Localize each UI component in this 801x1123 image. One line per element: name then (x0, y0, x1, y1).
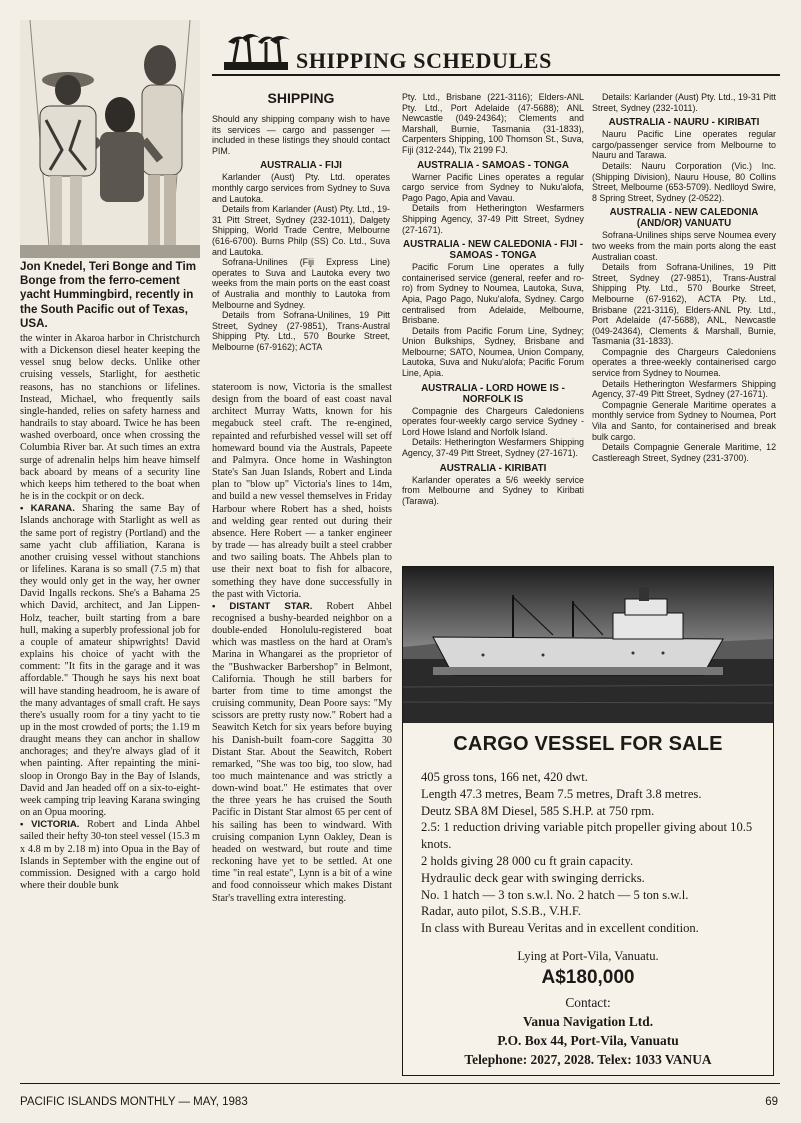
route-text: Details from Pacific Forum Line, Sydney; Union Bulkships, Sydney, Brisbane and Melbourne; SATO, Noumea, Union Company, Lautoka, Suva and Nuku'alofa; Pacific Forum Line, Apia. (402, 325, 584, 379)
crew-photo (20, 20, 200, 258)
spec-line: 2.5: 1 reduction driving variable pitch propeller giving about 10.5 knots. (421, 820, 753, 852)
route-heading-samoa: AUSTRALIA - SAMOAS - TONGA (417, 159, 569, 171)
palm-trees-icon (220, 32, 292, 72)
route-heading-new-caledonia: AUSTRALIA - NEW CALEDONIA - FIJI - SAMOAS - TONGA (403, 239, 583, 262)
route-text: Compagnie Generale Maritime operates a monthly service from Sydney to Noumea, Port Vila and Santo, for containerised and break bulk cargo. (592, 399, 776, 442)
spec-line: Deutz SBA 8M Diesel, 585 S.H.P. at 750 rpm. (421, 803, 655, 818)
spec-line: Length 47.3 metres, Beam 7.5 metres, Draft 3.8 metres. (421, 786, 702, 801)
spec-line: 405 gross tons, 166 net, 420 dwt. (421, 770, 588, 784)
route-text: Karlander (Aust) Pty. Ltd. operates monthly cargo services from Sydney to Suva and Lautoka. (212, 172, 390, 204)
route-text: Pacific Forum Line operates a fully containerised service (general, reefer and ro-ro) from Sydney to Noumea, Lautoka, Suva, Apia, Pago Pago, Nuku'alofa, Sydney. Cargo centralised from Adelaide, Melbourne, Brisbane. (402, 262, 584, 326)
route-text: Details from Sofrana-Unilines, 19 Pitt Street, Sydney (27-9851), Trans-Austral Shipping Pty. Ltd., 570 Bourke Street, Melbourne (67-9162), ACTA Pty. Ltd., Brisbane (221-3116), Elders-ANL Pty. Ltd., Port Adelaide (47-5688), ANL, Newcastle (049-24364), Clements & Marshall, Burnie, Tasmania (31-1833). (592, 262, 776, 347)
route-text: Nauru Pacific Line operates regular cargo/passenger service from Melbourne to Nauru and Tarawa. (592, 129, 776, 161)
article-column-1 (20, 333, 200, 892)
shipping-column-1 (212, 90, 390, 352)
vessel-location: Lying at Port-Vila, Vanuatu. (517, 949, 659, 963)
article-paragraph: stateroom is now, Victoria is the smallest design from the board of east coast naval architect Murray Watts, known for his megabuck steel craft. The re-engined, repainted and refurbished vessel will set off homeward bound via the Australs, Papeete and Palmyra. Once home in Washington State's San Juan Islands, Robert and Linda plan to "blow up" Victoria's lines to 14m, and build a new vessel themselves in Friday Harbour where Robert has a shed, hoists and welding gear rented out during their absence. Here Robert — a tanker engineer by trade — has already built a steel crabber and two sailing boats. The Ahbels plan to use their next boat to fish for albacore, something they have done successfully in the past with Victoria. (212, 382, 392, 600)
footer-rule (20, 1083, 780, 1084)
route-text: Warner Pacific Lines operates a regular cargo service from Sydney to Nuku'alofa, Pago Pago, Apia and Vavau. (402, 171, 584, 203)
page-number: 69 (765, 1096, 778, 1108)
route-text: Details Hetherington Wesfarmers Shipping Agency, 37-49 Pitt Street, Sydney (27-1671). (592, 378, 776, 400)
crew-photo-illustration (20, 20, 200, 258)
route-heading-lord-howe: AUSTRALIA - LORD HOWE IS - NORFOLK IS (421, 382, 565, 405)
article-paragraph: • DISTANT STAR. Robert Ahbel recognised a bushy-bearded neighbor on a double-ended Honolulu-registered boat which was mastless on the hard at Oram's Marina in Whangarei as the proprietor of the "Bushwacker Barbershop" in Belmont, California. Though he still barbers for barter from time to time amongst the cruising community, Dean Poore says: "My scissors are pretty rusty now." Robert had a Seawitch Ketch for six years before buying his Danish-built foam-core Saggitta 30 Distant Star. About the Seawitch, Robert remarked, "She was too big, too slow, had too much maintenance and was strictly a down-wind boat." He estimates that over the three years he has cruised the South Pacific in Distant Star almost 65 per cent of his sailing has been to windward. With cruising companion Lynn Oakley, Dean is headed on westward, but route and time reckoning have yet to be settled. At one time "in real estate", Lynn is a bit of a wine and food connoisseur which makes Distant Star's travelling extra interesting. (212, 600, 392, 904)
route-heading-nauru: AUSTRALIA - NAURU - KIRIBATI (608, 117, 760, 129)
route-text: Pty. Ltd., Brisbane (221-3116); Elders-ANL Pty. Ltd., Port Adelaide (47-5688); ANL Newcastle (049-24364); Clements and Marshall, Burnie, Tasmania (31-1833), Carpenters Shipping, 100 Thomson St., Suva, Fiji (312-244), Tlx 2199 FJ. (402, 92, 584, 155)
route-text: Karlander operates a 5/6 weekly service from Melbourne and Sydney to Kiribati (Tarawa). (402, 474, 584, 506)
publication-info: PACIFIC ISLANDS MONTHLY — MAY, 1983 (20, 1096, 248, 1108)
route-text: Details: Hetherington Wesfarmers Shipping Agency, 37-49 Pitt Street, Sydney (27-1671). (402, 437, 584, 459)
spec-line: Radar, auto pilot, S.S.B., V.H.F. (421, 904, 582, 919)
article-paragraph: • VICTORIA. Robert and Linda Ahbel sailed their hefty 30-ton steel vessel (15.3 m x 4.8 m by 2.18 m) into Opua in the Bay of Islands in September with the engine out of commission. Designed with a cargo hold where their double bunk (20, 819, 200, 892)
contact-label: Contact: (565, 995, 611, 1010)
page-title: SHIPPING SCHEDULES (296, 48, 552, 73)
route-heading-kiribati: AUSTRALIA - KIRIBATI (439, 462, 547, 474)
contact-company: Vanua Navigation Ltd. (522, 1014, 654, 1029)
article-column-2 (212, 382, 392, 905)
vessel-specs (421, 769, 765, 937)
contact-address: P.O. Box 44, Port-Vila, Vanuatu (497, 1033, 679, 1048)
section-lead: • VICTORIA. (20, 819, 80, 831)
route-text: Sofrana-Unilines ships serve Noumea every two weeks from the main ports along the east Australian coast. (592, 230, 776, 262)
route-text: Details: Karlander (Aust) Pty. Ltd., 19-31 Pitt Street, Sydney (232-1011). (592, 92, 776, 113)
photo-caption: Jon Knedel, Teri Bonge and Tim Bonge from the ferro-cement yacht Hummingbird, recently in the South Pacific out of Texas, USA. (20, 260, 197, 330)
route-text: Sofrana-Unilines (Fiji Express Line) operates to Suva and Lautoka every two weeks from the main ports on the east coast of Australia and monthly to Lautoka from Melbourne and Sydney. (212, 257, 390, 310)
route-text: Details: Nauru Corporation (Vic.) Inc. (Shipping Division), Nauru House, 80 Collins Street, Melbourne (653-5709). Nedlloyd Swire, 8 Spring Street, Sydney (2-0522). (592, 160, 776, 203)
ship-illustration (403, 567, 773, 723)
route-text: Compagnie des Chargeurs Caledoniens operates four-weekly cargo service Sydney - Lord Howe Island and Norfolk Island. (402, 405, 584, 437)
section-lead: • KARANA. (20, 503, 75, 515)
spec-line: No. 1 hatch — 3 ton s.w.l. No. 2 hatch — 5 ton s.w.l. (421, 887, 689, 902)
cargo-vessel-ad (402, 566, 774, 1076)
vessel-price: A$180,000 (541, 967, 635, 988)
shipping-intro: Should any shipping company wish to have its services — cargo and passenger — included in these listings they should contact PIM. (212, 114, 390, 156)
shipping-column-2 (402, 92, 584, 506)
ship-photo (403, 567, 773, 723)
header-rule (212, 74, 780, 76)
ad-headline: CARGO VESSEL FOR SALE (453, 733, 723, 755)
section-header (212, 30, 780, 80)
route-heading-vanuatu: AUSTRALIA - NEW CALEDONIA (AND/OR) VANUATU (609, 207, 759, 230)
route-text: Details from Sofrana-Unilines, 19 Pitt Street, Sydney (27-9851), Trans-Austral Shipping Pty. Ltd., 570 Bourke Street, Melbourne (67-9162); ACTA (212, 310, 390, 352)
route-heading-fiji: AUSTRALIA - FIJI (260, 160, 342, 172)
route-text: Details from Hetherington Wesfarmers Shipping Agency, 37-49 Pitt Street, Sydney (27-1671). (402, 203, 584, 235)
shipping-heading: SHIPPING (267, 90, 335, 106)
article-paragraph: the winter in Akaroa harbor in Christchurch with a Dickenson diesel heater keeping the vessel snug below decks. Unlike other cruising vessels, Starlight, for aesthetic reasons, has no stanchions or lifelines. Instead, Michael, who frequently sails single-handed, relies on safety harness and handrails to stay aboard. Twice he has been washed overboard, once when crossing the Columbia River bar. At such times an extra surge of adrenalin helps him heave himself back aboard by means of a security line which keeps him tethered to the boat when he is in the cockpit or on deck. (20, 333, 200, 503)
shipping-column-3 (592, 92, 776, 463)
section-lead: • DISTANT STAR. (212, 600, 313, 612)
contact-phone: Telephone: 2027, 2028. Telex: 1033 VANUA (464, 1052, 712, 1067)
spec-line: 2 holds giving 28 000 cu ft grain capacity. (421, 853, 634, 868)
article-paragraph: • KARANA. Sharing the same Bay of Islands anchorage with Starlight as well as the same port of registry (Portland) and the same yacht club affiliation, Karana is another cruising vessel without stanchions or lifelines. Karana is so small (7.5 m) that they would only get in the way, her owner David Ingalls reckons. She's a Bahama 25 which David, architect, and Jan Lippen-Holz, teacher, built starting from a bare hull, making a superbly professional job for a couple of amateur shipwrights! David explains his choice of yacht with the comment: "It fits in the garage and it was affordable." Though he says his next boat will have standing headroom, he is aware of the many advantages of small craft. He says there's usually room for a tiny yacht to tie up in the most crowded of ports; the 1.19 m draught means they can anchor in shallow anchorages; and they're always glad of it when painting. After repainting the mini-sloop in Orongo Bay in the Bay of Islands, David and Jan headed off on a six-to-eight-week camping trip leaving Karana swinging on an Opua mooring. (20, 503, 200, 819)
route-text: Details from Karlander (Aust) Pty. Ltd., 19-31 Pitt Street, Sydney (232-1011), Dalgety Shipping, World Trade Centre, Melbourne (616-6700). Burns Philp (SS) Co. Ltd., Suva and Lautoka. (212, 204, 390, 257)
spec-line: Hydraulic deck gear with swinging derricks. (421, 870, 645, 885)
route-text: Details Compagnie Generale Maritime, 12 Castlereagh Street, Sydney (231-3700). (592, 442, 776, 463)
route-text: Compagnie des Chargeurs Caledoniens operates a three-weekly containerised cargo service from Sydney to Noumea. (592, 346, 776, 379)
ad-contact (403, 993, 773, 1069)
spec-line: In class with Bureau Veritas and in excellent condition. (421, 921, 699, 936)
